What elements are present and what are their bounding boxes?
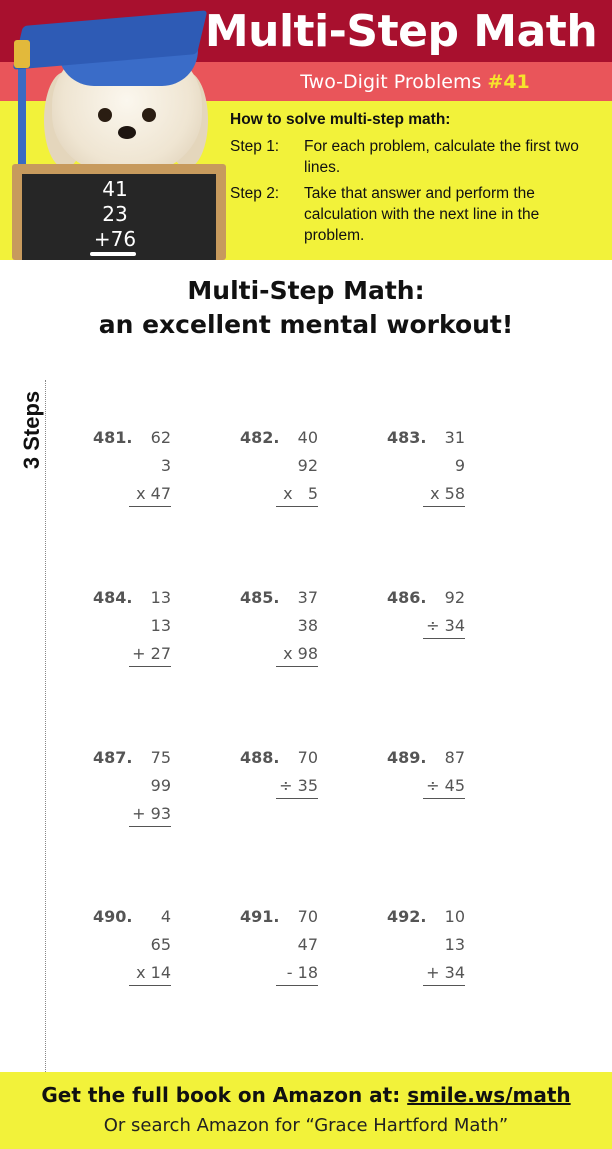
problem-operand: 13 xyxy=(150,616,171,635)
problem-operand: ÷ 34 xyxy=(426,616,465,635)
problem-operand: 9 xyxy=(454,456,465,475)
problem-number: 483. xyxy=(387,428,427,447)
section-label-text: 3 Steps xyxy=(19,390,44,470)
dog-eye-left xyxy=(98,108,112,122)
problem-operand: 13 xyxy=(150,588,171,607)
problem-number: 491. xyxy=(240,907,280,926)
problem-operand: 13 xyxy=(444,935,465,954)
math-problem xyxy=(93,588,183,668)
example-line-2: 23 xyxy=(102,202,128,226)
instruction-step xyxy=(230,183,600,246)
section-divider xyxy=(45,380,46,1072)
math-problem xyxy=(240,907,330,987)
dog-nose xyxy=(118,126,136,139)
page-subtitle xyxy=(230,68,600,96)
step-text: Take that answer and perform the calculation with the next line in the problem. xyxy=(304,185,540,244)
answer-line xyxy=(129,666,171,667)
problem-operand: 4 xyxy=(160,907,171,926)
problem-operand: 75 xyxy=(150,748,171,767)
problem-operand: x 58 xyxy=(430,484,465,503)
step-text: For each problem, calculate the first two lines. xyxy=(304,138,579,176)
math-problem xyxy=(387,748,477,828)
footer-link[interactable]: smile.ws/math xyxy=(407,1083,571,1107)
problem-operand: ÷ 45 xyxy=(426,776,465,795)
problem-operand: ÷ 35 xyxy=(279,776,318,795)
problem-operand: 3 xyxy=(160,456,171,475)
step-label: Step 2: xyxy=(230,185,280,202)
problem-number: 492. xyxy=(387,907,427,926)
math-problem xyxy=(387,588,477,668)
page-title: Multi-Step Math xyxy=(204,6,598,57)
math-problem xyxy=(93,907,183,987)
problem-operand: 70 xyxy=(297,748,318,767)
cap-tassel xyxy=(14,40,30,68)
problem-number: 481. xyxy=(93,428,133,447)
math-problem xyxy=(240,748,330,828)
worksheet-number: #41 xyxy=(487,71,530,93)
problem-operand: 92 xyxy=(444,588,465,607)
footer-cta xyxy=(0,1080,612,1110)
instructions xyxy=(230,110,600,251)
headline-line-1: Multi-Step Math: xyxy=(187,276,425,305)
answer-line xyxy=(423,985,465,986)
problem-operand: 62 xyxy=(150,428,171,447)
math-problem xyxy=(93,428,183,508)
problem-number: 487. xyxy=(93,748,133,767)
problem-operand: 38 xyxy=(297,616,318,635)
problem-operand: x 5 xyxy=(283,484,318,503)
problem-operand: 10 xyxy=(444,907,465,926)
math-problem xyxy=(387,428,477,508)
problem-number: 486. xyxy=(387,588,427,607)
problem-number: 485. xyxy=(240,588,280,607)
problem-number: 489. xyxy=(387,748,427,767)
problem-operand: 92 xyxy=(297,456,318,475)
problem-operand: 65 xyxy=(150,935,171,954)
math-problem xyxy=(240,588,330,668)
problem-operand: x 14 xyxy=(136,963,171,982)
problem-operand: 87 xyxy=(444,748,465,767)
answer-line xyxy=(129,826,171,827)
problem-operand: 70 xyxy=(297,907,318,926)
problem-number: 484. xyxy=(93,588,133,607)
math-problem xyxy=(387,907,477,987)
problem-operand: - 18 xyxy=(286,963,318,982)
headline xyxy=(0,274,612,342)
problem-operand: 40 xyxy=(297,428,318,447)
problem-number: 482. xyxy=(240,428,280,447)
answer-line xyxy=(423,798,465,799)
problem-operand: + 27 xyxy=(132,644,171,663)
answer-line xyxy=(423,506,465,507)
problem-number: 488. xyxy=(240,748,280,767)
problem-operand: 47 xyxy=(297,935,318,954)
answer-line xyxy=(129,506,171,507)
answer-line xyxy=(423,638,465,639)
problem-operand: x 47 xyxy=(136,484,171,503)
problem-number: 490. xyxy=(93,907,133,926)
footer-search-hint: Or search Amazon for “Grace Hartford Math” xyxy=(103,1115,509,1136)
headline-line-2: an excellent mental workout! xyxy=(98,310,514,339)
problem-operand: 37 xyxy=(297,588,318,607)
problem-operand: x 98 xyxy=(283,644,318,663)
problem-operand: 31 xyxy=(444,428,465,447)
instruction-step xyxy=(230,136,600,178)
math-problem xyxy=(93,748,183,828)
example-line-3: +76 xyxy=(93,227,137,251)
example-line-1: 41 xyxy=(102,177,128,201)
answer-line xyxy=(129,985,171,986)
example-underline xyxy=(90,252,136,256)
problem-operand: 99 xyxy=(150,776,171,795)
dog-eye-right xyxy=(142,108,156,122)
instructions-heading: How to solve multi-step math: xyxy=(230,111,451,128)
step-label: Step 1: xyxy=(230,138,280,155)
subtitle-text: Two-Digit Problems xyxy=(300,71,488,93)
answer-line xyxy=(276,506,318,507)
problem-operand: + 34 xyxy=(426,963,465,982)
problem-operand: + 93 xyxy=(132,804,171,823)
answer-line xyxy=(276,666,318,667)
math-problem xyxy=(240,428,330,508)
answer-line xyxy=(276,985,318,986)
footer-cta-text: Get the full book on Amazon at: xyxy=(41,1083,408,1107)
answer-line xyxy=(276,798,318,799)
